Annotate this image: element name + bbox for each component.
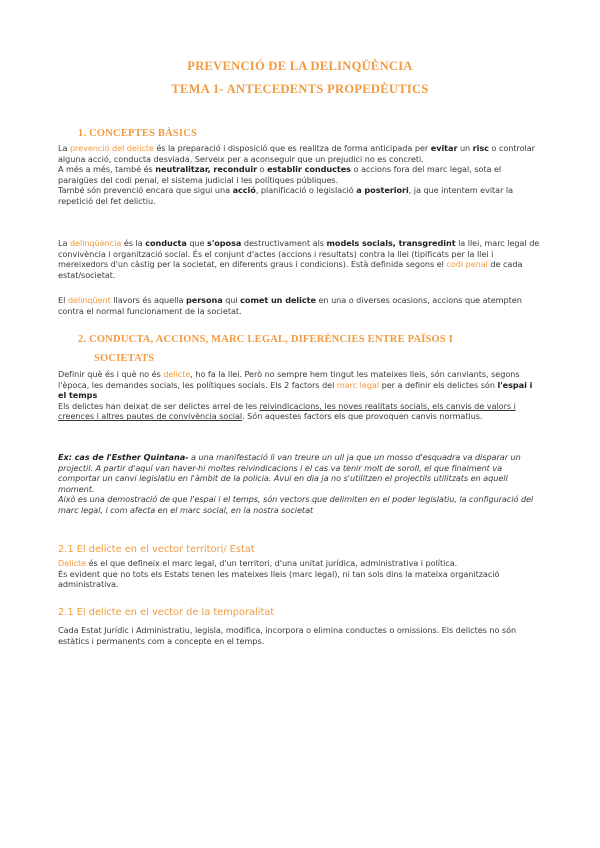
section-2-example: Ex: cas de l'Esther Quintana- a una manifestació li van treure un ull ja que un mosso d'esquadra va disparar un projectil. A partir d'aquí van haver-hi moltes reivindicacions i el cas va tenir molt de soroll, el que finalment va comportar un canvi legislatiu en l'àmbit de la policia. Avui en dia ja no s'utilitzen el projectils utilitzats en aquell moment. Això es una demostració de que l'espai i el temps, són vectors que delimiten en el poder legislatiu, la configuració del marc legal, i com afecta en el marc social, en la nostra societat	[58, 452, 534, 515]
section-2-heading-line-1: 2. CONDUCTA, ACCIONS, MARC LEGAL, DIFERÈNCIES ENTRE PAÏSOS I	[78, 334, 454, 345]
section-1-paragraph-1: La prevenció del delicte és la preparació i disposició que es realitza de forma anticipada per evitar un risc o controlar alguna acció, conducta desviada. Serveix per a aconseguir que un prejudici no es concreti. A més a més, també és neutralitzar, reconduir o establir conductes o accions fora del marc legal, sota el paraigües del codi penal, el sistema judicial i les polítiques públiques. També són prevenció encara que sigui una acció, planificació o legislació a posteriori, ja que intentem evitar la repetició del fet delictiu.	[58, 143, 535, 206]
section-1-paragraph-2: La delinqüència és la conducta que s'oposa destructivament als models socials, transgredint la llei, marc legal de convivència i organització social. És el conjunt d'actes (accions i resultats) contra la llei (tipificats per la llei i mereixedors d'un càstig per la societat, en diferents graus i condicions). Està definida segons el codi penal de cada estat/societat.	[58, 238, 540, 280]
subsection-2-2-paragraph: Cada Estat Jurídic i Administratiu, legisla, modifica, incorpora o elimina conductes o omissions. Els delictes no són estàtics i permanents com a concepte en el temps.	[58, 625, 517, 646]
subsection-2-2-heading: 2.1 El delicte en el vector de la temporalitat	[58, 607, 275, 618]
document-title: PREVENCIÓ DE LA DELINQÜÈNCIA	[187, 59, 413, 73]
section-2-paragraph-1: Definir què és i què no és delicte, ho fa la llei. Però no sempre hem tingut les mateixes lleis, són canviants, segons l'època, les demandes socials, les polítiques socials. Els 2 factors del marc legal per a definir els delictes són l'espai i el temps Els delictes han deixat de ser delictes arrel de les reivindicacions, les noves realitats socials, els canvis de valors i creences i altres pautes de convivència social. Són aquestes factors els que provoquen canvis normatius.	[58, 369, 533, 422]
document-subtitle: TEMA 1- ANTECEDENTS PROPEDÈUTICS	[171, 82, 429, 96]
section-1-heading: 1. CONCEPTES BÀSICS	[78, 128, 198, 139]
section-2-heading-line-2: SOCIETATS	[94, 353, 155, 364]
subsection-2-1-heading: 2.1 El delicte en el vector territori/ Estat	[58, 544, 255, 555]
subsection-2-1-paragraph: Delicte és el que defineix el marc legal, d'un territori, d'una unitat jurídica, administrativa i política. És evident que no tots els Estats tenen les mateixes lleis (marc legal), ni tan sols dins la mateixa organització administrativa.	[58, 558, 500, 590]
section-1-paragraph-3: El delinqüent llavors és aquella persona qui comet un delicte en una o diverses ocasions, accions que atempten contra el normal funcionament de la societat.	[58, 295, 522, 316]
